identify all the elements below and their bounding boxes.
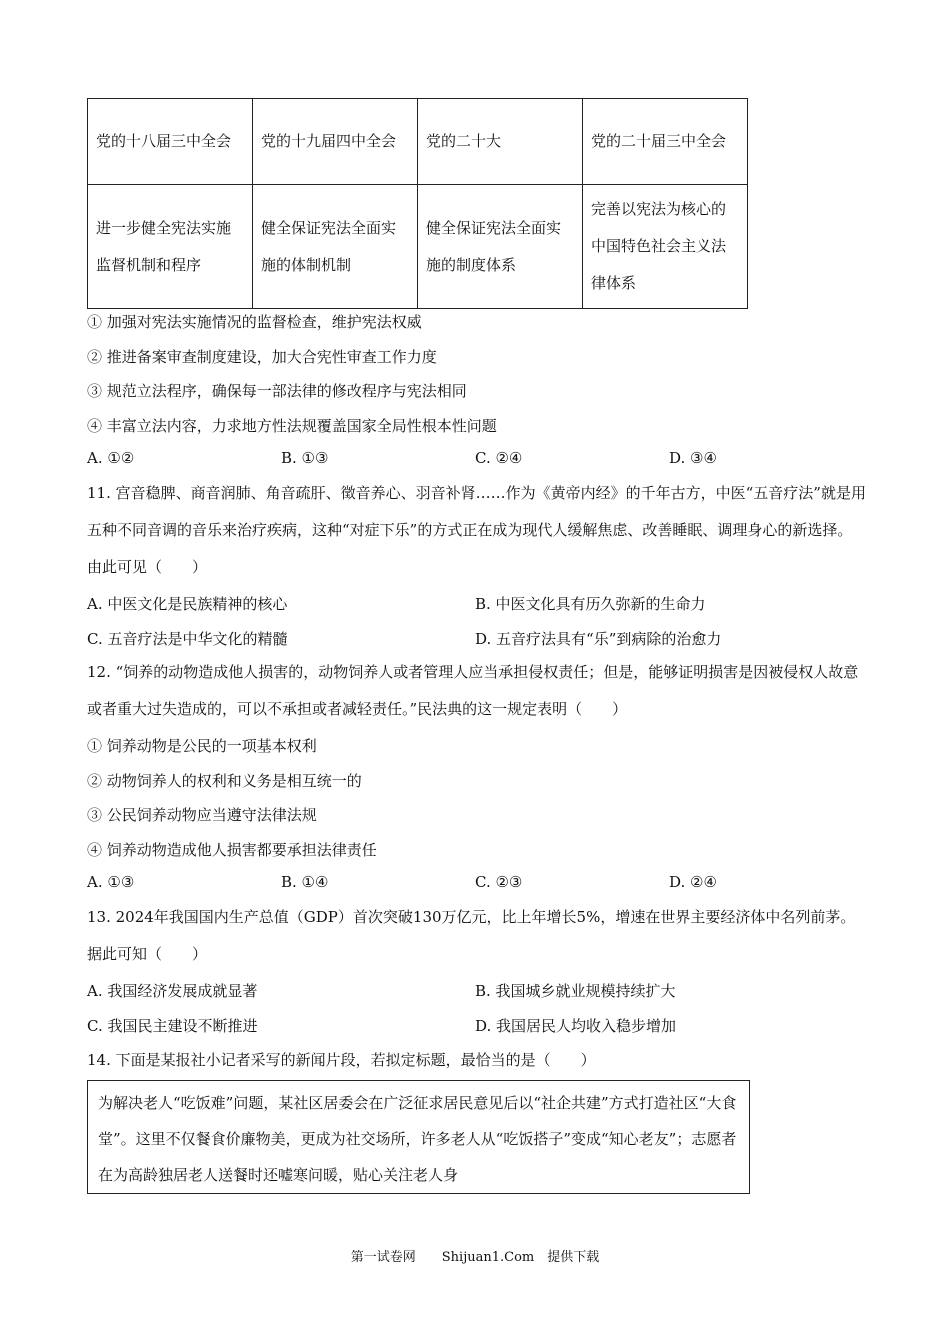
q10-option-a[interactable]: A. ①② bbox=[87, 449, 135, 467]
q10-item-4: ④ 丰富立法内容，力求地方性法规覆盖国家全局性根本性问题 bbox=[87, 417, 497, 435]
q12-option-c[interactable]: C. ②③ bbox=[475, 873, 523, 891]
q10-option-c[interactable]: C. ②④ bbox=[475, 449, 523, 467]
q10-option-d[interactable]: D. ③④ bbox=[669, 449, 717, 467]
page-footer: 第一试卷网 Shijuan1.Com 提供下载 bbox=[350, 1250, 600, 1265]
table-cell: 进一步健全宪法实施监督机制和程序 bbox=[88, 185, 253, 309]
q14-stem: 14. 下面是某报社小记者采写的新闻片段，若拟定标题，最恰当的是（ ） bbox=[87, 1051, 596, 1069]
table-header-cell: 党的二十大 bbox=[418, 99, 583, 185]
q13-stem: 13. 2024年我国国内生产总值（GDP）首次突破130万亿元，比上年增长5%，增速在世界主要经济体中名列前茅。据此可知（ ） bbox=[87, 908, 856, 963]
q13-option-a[interactable]: A. 我国经济发展成就显著 bbox=[87, 982, 258, 1000]
q11-option-d[interactable]: D. 五音疗法具有“乐”到病除的治愈力 bbox=[475, 630, 722, 648]
q10-option-b[interactable]: B. ①③ bbox=[281, 449, 329, 467]
table-header-cell: 党的二十届三中全会 bbox=[583, 99, 748, 185]
q12-item-4: ④ 饲养动物造成他人损害都要承担法律责任 bbox=[87, 841, 377, 859]
q11-stem: 11. 宫音稳脾、商音润肺、角音疏肝、徵音养心、羽音补肾……作为《黄帝内经》的千年古方，中医“五音疗法”就是用五种不同音调的音乐来治疗疾病，这种“对症下乐”的方式正在成为现代人缓解焦虑、改善睡眠、调理身心的新选择。由此可见（ ） bbox=[87, 484, 866, 576]
q12-item-2: ② 动物饲养人的权利和义务是相互统一的 bbox=[87, 772, 362, 790]
q10-item-3: ③ 规范立法程序，确保每一部法律的修改程序与宪法相同 bbox=[87, 382, 467, 400]
q12-item-3: ③ 公民饲养动物应当遵守法律法规 bbox=[87, 806, 317, 824]
q11-option-a[interactable]: A. 中医文化是民族精神的核心 bbox=[87, 595, 288, 613]
q12-item-1: ① 饲养动物是公民的一项基本权利 bbox=[87, 737, 317, 755]
q12-option-b[interactable]: B. ①④ bbox=[281, 873, 329, 891]
table-header-cell: 党的十九届四中全会 bbox=[253, 99, 418, 185]
q13-option-d[interactable]: D. 我国居民人均收入稳步增加 bbox=[475, 1017, 677, 1035]
q12-option-d[interactable]: D. ②④ bbox=[669, 873, 717, 891]
table-cell: 健全保证宪法全面实施的体制机制 bbox=[253, 185, 418, 309]
news-excerpt-box: 为解决老人“吃饭难”问题，某社区居委会在广泛征求居民意见后以“社企共建”方式打造社区“大食堂”。这里不仅餐食价廉物美，更成为社交场所，许多老人从“吃饭搭子”变成“知心老友”；志愿者在为高龄独居老人送餐时还嘘寒问暖，贴心关注老人身 bbox=[87, 1080, 750, 1194]
q13-option-c[interactable]: C. 我国民主建设不断推进 bbox=[87, 1017, 258, 1035]
q10-item-1: ① 加强对宪法实施情况的监督检查，维护宪法权威 bbox=[87, 313, 422, 331]
q12-option-a[interactable]: A. ①③ bbox=[87, 873, 135, 891]
q11-option-b[interactable]: B. 中医文化具有历久弥新的生命力 bbox=[475, 595, 706, 613]
q13-option-b[interactable]: B. 我国城乡就业规模持续扩大 bbox=[475, 982, 676, 1000]
q12-stem: 12. “饲养的动物造成他人损害的，动物饲养人或者管理人应当承担侵权责任；但是，能够证明损害是因被侵权人故意或者重大过失造成的，可以不承担或者减轻责任。”民法典的这一规定表明（ ） bbox=[87, 663, 859, 718]
q11-option-c[interactable]: C. 五音疗法是中华文化的精髓 bbox=[87, 630, 288, 648]
q10-item-2: ② 推进备案审查制度建设，加大合宪性审查工作力度 bbox=[87, 348, 437, 366]
table-cell: 完善以宪法为核心的中国特色社会主义法律体系 bbox=[583, 185, 748, 309]
table-cell: 健全保证宪法全面实施的制度体系 bbox=[418, 185, 583, 309]
table-header-cell: 党的十八届三中全会 bbox=[88, 99, 253, 185]
constitution-table bbox=[87, 98, 748, 309]
